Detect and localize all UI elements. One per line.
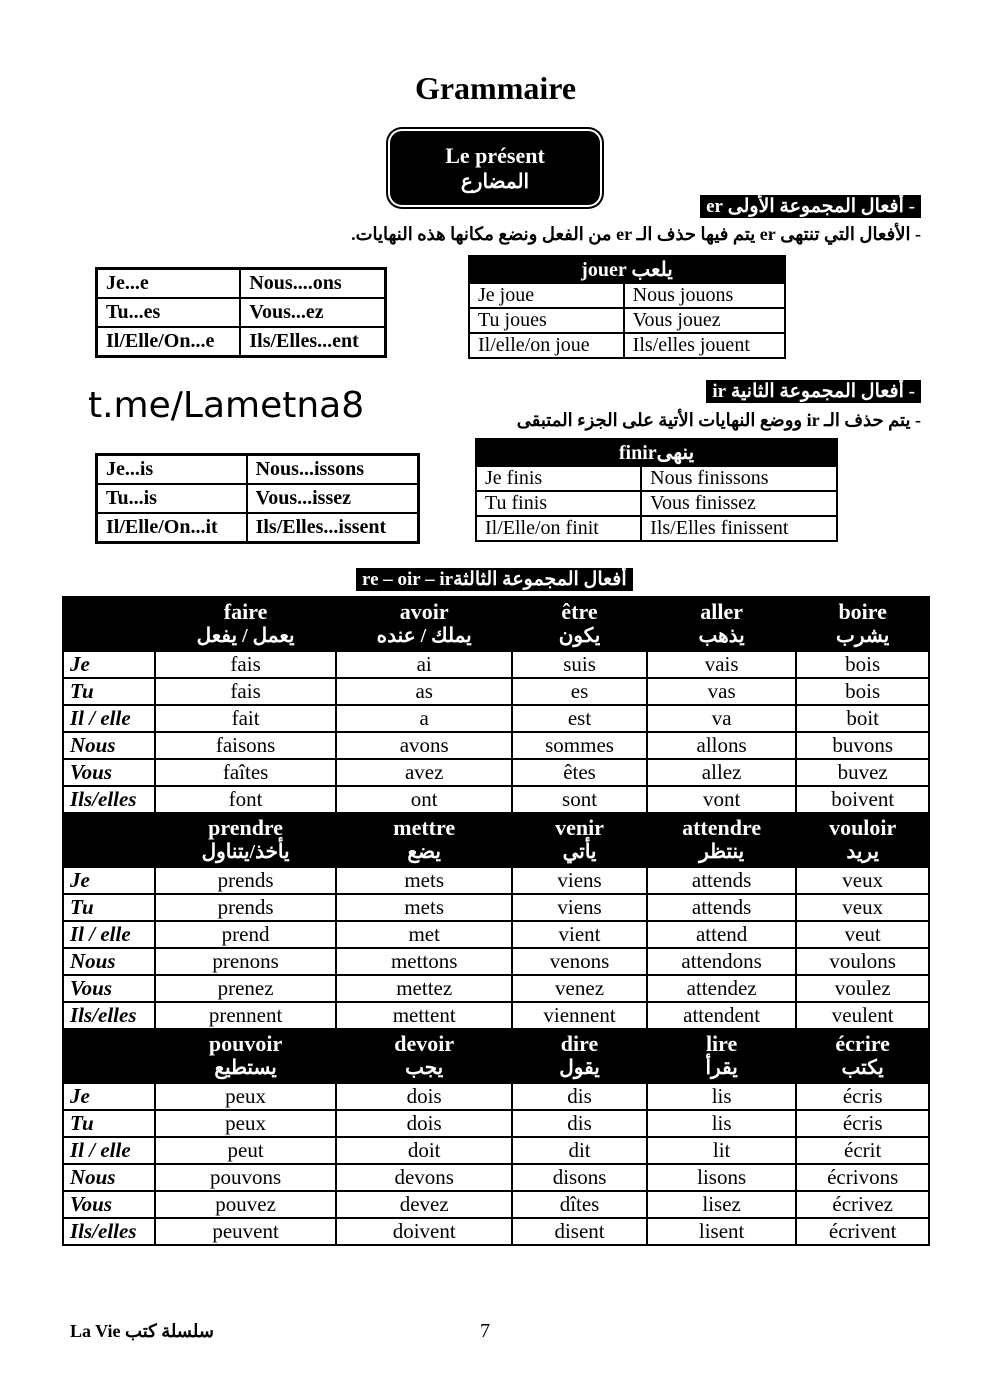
verb-arabic: يجب [405, 1057, 444, 1079]
verb-infinitive: avoir [399, 599, 449, 624]
ending-cell: Je...is [97, 455, 247, 484]
conjugation-cell: boivent [796, 786, 929, 813]
conjugation-cell: vont [647, 786, 797, 813]
page-number: 7 [480, 1320, 490, 1342]
table-row [97, 298, 385, 327]
table-row [97, 327, 385, 356]
table-row [469, 283, 785, 308]
conjugation-cell: voulons [796, 948, 929, 975]
verb-header [796, 813, 929, 867]
conjugation-cell: pouvons [155, 1164, 336, 1191]
conjugation-cell: vais [647, 651, 797, 678]
conjugation-cell: allons [647, 732, 797, 759]
pronoun-cell: Tu [63, 678, 155, 705]
conjugation-cell: vient [512, 921, 647, 948]
conjugation-cell: prenez [155, 975, 336, 1002]
verb-header [512, 813, 647, 867]
table-row [63, 1002, 929, 1029]
conjugation-cell: attend [647, 921, 797, 948]
table-row [97, 269, 385, 298]
conjugation-cell: devez [336, 1191, 512, 1218]
pronoun-cell: Nous [63, 1164, 155, 1191]
conjugation-cell: met [336, 921, 512, 948]
pronoun-cell: Ils/elles [63, 1218, 155, 1245]
table-row [63, 1218, 929, 1245]
group2-endings-table [96, 454, 419, 543]
verb-header-row [63, 1029, 929, 1083]
conjugation-cell: mettez [336, 975, 512, 1002]
ending-cell: Nous....ons [240, 269, 385, 298]
pronoun-cell: Tu [63, 894, 155, 921]
conjugation-cell: prends [155, 894, 336, 921]
conjugation-cell: faîtes [155, 759, 336, 786]
verb-header [512, 1029, 647, 1083]
conj-cell: Nous jouons [624, 283, 785, 308]
table-row [63, 786, 929, 813]
irregular-verbs-table [62, 596, 930, 1246]
conjugation-cell: voulez [796, 975, 929, 1002]
verb-arabic: يأخذ/يتناول [201, 841, 290, 863]
conjugation-cell: lit [647, 1137, 797, 1164]
conj-cell: Ils/Elles finissent [641, 516, 837, 541]
conj-cell: Il/elle/on joue [469, 333, 624, 358]
conjugation-cell: prennent [155, 1002, 336, 1029]
verb-infinitive: pouvoir [208, 1031, 283, 1056]
ending-cell: Il/Elle/On...e [97, 327, 240, 356]
conjugation-cell: dîtes [512, 1191, 647, 1218]
group1-endings-table [96, 268, 386, 357]
pronoun-cell: Tu [63, 1110, 155, 1137]
conjugation-cell: boit [796, 705, 929, 732]
conjugation-cell: dit [512, 1137, 647, 1164]
table-row [63, 705, 929, 732]
conjugation-cell: lisons [647, 1164, 797, 1191]
conjugation-cell: va [647, 705, 797, 732]
conjugation-cell: devons [336, 1164, 512, 1191]
finir-table [475, 438, 838, 542]
pronoun-cell: Vous [63, 1191, 155, 1218]
conjugation-cell: mets [336, 894, 512, 921]
conjugation-cell: avons [336, 732, 512, 759]
pronoun-cell: Ils/elles [63, 1002, 155, 1029]
verb-infinitive: venir [555, 815, 604, 840]
conjugation-cell: lis [647, 1110, 797, 1137]
ending-cell: Nous...issons [247, 455, 418, 484]
verb-infinitive: boire [838, 599, 887, 624]
conjugation-cell: bois [796, 678, 929, 705]
conjugation-cell: veulent [796, 1002, 929, 1029]
conjugation-cell: écris [796, 1083, 929, 1110]
conjugation-cell: attendent [647, 1002, 797, 1029]
conjugation-cell: avez [336, 759, 512, 786]
table-row [97, 455, 418, 484]
conjugation-cell: peux [155, 1110, 336, 1137]
table-row [63, 759, 929, 786]
ending-cell: Ils/Elles...ent [240, 327, 385, 356]
conjugation-cell: doit [336, 1137, 512, 1164]
table-row [63, 1164, 929, 1191]
conj-cell: Nous finissons [641, 466, 837, 491]
conj-cell: Je joue [469, 283, 624, 308]
verb-header [155, 1029, 336, 1083]
present-box-ar: المضارع [460, 171, 530, 193]
conjugation-cell: allez [647, 759, 797, 786]
pronoun-cell: Ils/elles [63, 786, 155, 813]
pronoun-cell: Il / elle [63, 921, 155, 948]
conjugation-cell: veut [796, 921, 929, 948]
conjugation-cell: disons [512, 1164, 647, 1191]
table-row [63, 894, 929, 921]
conjugation-cell: faisons [155, 732, 336, 759]
table-row [63, 867, 929, 894]
jouer-header: jouer يلعب [469, 256, 785, 283]
conjugation-cell: écrivons [796, 1164, 929, 1191]
conjugation-cell: lis [647, 1083, 797, 1110]
verb-header-row [63, 597, 929, 651]
conjugation-cell: buvez [796, 759, 929, 786]
conjugation-cell: attendons [647, 948, 797, 975]
ending-cell: Je...e [97, 269, 240, 298]
verb-arabic: يشرب [836, 625, 890, 647]
conjugation-cell: disent [512, 1218, 647, 1245]
table-row [63, 1110, 929, 1137]
conjugation-cell: font [155, 786, 336, 813]
jouer-table [468, 255, 786, 359]
corner-cell [63, 813, 155, 867]
ending-cell: Ils/Elles...issent [247, 513, 418, 542]
verb-header [647, 1029, 797, 1083]
conjugation-cell: dois [336, 1110, 512, 1137]
conjugation-cell: a [336, 705, 512, 732]
page-title: Grammaire [414, 70, 577, 106]
verb-infinitive: attendre [682, 815, 762, 840]
verb-arabic: ينتظر [699, 841, 745, 863]
corner-cell [63, 597, 155, 651]
conjugation-cell: mets [336, 867, 512, 894]
conjugation-cell: attends [647, 894, 797, 921]
table-row [63, 975, 929, 1002]
conjugation-cell: dis [512, 1110, 647, 1137]
conjugation-cell: bois [796, 651, 929, 678]
verb-arabic: يكتب [841, 1057, 884, 1079]
conjugation-cell: ont [336, 786, 512, 813]
pronoun-cell: Je [63, 651, 155, 678]
ending-cell: Il/Elle/On...it [97, 513, 247, 542]
conjugation-cell: suis [512, 651, 647, 678]
conj-cell: Ils/elles jouent [624, 333, 785, 358]
pronoun-cell: Il / elle [63, 1137, 155, 1164]
verb-infinitive: écrire [835, 1031, 890, 1056]
conjugation-cell: es [512, 678, 647, 705]
conjugation-cell: est [512, 705, 647, 732]
table-row [63, 1191, 929, 1218]
verb-infinitive: mettre [393, 815, 456, 840]
pronoun-cell: Vous [63, 975, 155, 1002]
table-row [476, 491, 837, 516]
verb-infinitive: dire [560, 1031, 599, 1056]
verb-arabic: يضع [407, 841, 441, 863]
conjugation-cell: fais [155, 651, 336, 678]
verb-infinitive: aller [700, 599, 743, 624]
verb-header [155, 597, 336, 651]
verb-header [336, 813, 512, 867]
conjugation-cell: veux [796, 894, 929, 921]
verb-header [336, 597, 512, 651]
pronoun-cell: Il / elle [63, 705, 155, 732]
verb-infinitive: faire [223, 599, 268, 624]
book-series-label: La Vie سلسلة كتب [70, 1321, 214, 1341]
pronoun-cell: Nous [63, 732, 155, 759]
telegram-link: t.me/Lametna8 [88, 385, 365, 426]
conjugation-cell: viennent [512, 1002, 647, 1029]
table-row [63, 732, 929, 759]
verb-header [155, 813, 336, 867]
ending-cell: Tu...is [97, 484, 247, 513]
group1-heading: - أفعال المجموعة الأولى er [700, 195, 921, 218]
table-row [469, 308, 785, 333]
group2-heading: - أفعال المجموعة الثانية ir [706, 380, 921, 403]
conjugation-cell: mettons [336, 948, 512, 975]
conjugation-cell: doivent [336, 1218, 512, 1245]
conjugation-cell: écrit [796, 1137, 929, 1164]
pronoun-cell: Je [63, 1083, 155, 1110]
conjugation-cell: écris [796, 1110, 929, 1137]
conjugation-cell: fait [155, 705, 336, 732]
conjugation-cell: pouvez [155, 1191, 336, 1218]
table-row [469, 333, 785, 358]
verb-arabic: يقول [559, 1057, 600, 1079]
conjugation-cell: as [336, 678, 512, 705]
conjugation-cell: êtes [512, 759, 647, 786]
verb-infinitive: vouloir [829, 815, 897, 840]
verb-arabic: يأتي [562, 841, 597, 863]
conjugation-cell: peux [155, 1083, 336, 1110]
ending-cell: Vous...ez [240, 298, 385, 327]
verb-infinitive: devoir [394, 1031, 455, 1056]
finir-header: finirينهى [476, 439, 837, 466]
conjugation-cell: dois [336, 1083, 512, 1110]
verb-header [336, 1029, 512, 1083]
corner-cell [63, 1029, 155, 1083]
conjugation-cell: attends [647, 867, 797, 894]
verb-infinitive: être [561, 599, 598, 624]
verb-header [796, 597, 929, 651]
conjugation-cell: prends [155, 867, 336, 894]
ending-cell: Vous...issez [247, 484, 418, 513]
group3-heading: re – oir – irأفعال المجموعة الثالثة [356, 568, 633, 591]
conjugation-cell: attendez [647, 975, 797, 1002]
verb-arabic: يذهب [698, 625, 745, 647]
verb-arabic: يقرأ [705, 1057, 738, 1079]
conjugation-cell: prend [155, 921, 336, 948]
conj-cell: Tu finis [476, 491, 641, 516]
verb-arabic: يستطيع [214, 1057, 277, 1079]
present-tense-box [390, 131, 600, 205]
pronoun-cell: Je [63, 867, 155, 894]
conjugation-cell: venez [512, 975, 647, 1002]
conjugation-cell: buvons [796, 732, 929, 759]
table-row [63, 678, 929, 705]
conj-cell: Je finis [476, 466, 641, 491]
table-row [63, 651, 929, 678]
conjugation-cell: prenons [155, 948, 336, 975]
table-row [476, 466, 837, 491]
table-row [63, 921, 929, 948]
conjugation-cell: fais [155, 678, 336, 705]
conjugation-cell: sont [512, 786, 647, 813]
conj-cell: Il/Elle/on finit [476, 516, 641, 541]
conjugation-cell: sommes [512, 732, 647, 759]
table-row [63, 1137, 929, 1164]
verb-header [512, 597, 647, 651]
verb-header [647, 597, 797, 651]
conj-cell: Vous finissez [641, 491, 837, 516]
conj-cell: Vous jouez [624, 308, 785, 333]
verb-header [796, 1029, 929, 1083]
conjugation-cell: viens [512, 867, 647, 894]
verb-arabic: يريد [846, 841, 880, 863]
conjugation-cell: dis [512, 1083, 647, 1110]
conjugation-cell: écrivez [796, 1191, 929, 1218]
conjugation-cell: lisent [647, 1218, 797, 1245]
conjugation-cell: vas [647, 678, 797, 705]
group2-instruction: - يتم حذف الـ ir ووضع النهايات الأتية على الجزء المتبقى [516, 410, 921, 430]
verb-arabic: يعمل / يفعل [196, 625, 295, 647]
group1-instruction: - الأفعال التي تنتهى er يتم فيها حذف الـ er من الفعل ونضع مكانها هذه النهايات. [351, 224, 921, 244]
verb-header [647, 813, 797, 867]
present-box-fr: Le présent [445, 143, 545, 168]
conjugation-cell: peut [155, 1137, 336, 1164]
table-row [97, 513, 418, 542]
verb-header-row [63, 813, 929, 867]
conjugation-cell: écrivent [796, 1218, 929, 1245]
conjugation-cell: lisez [647, 1191, 797, 1218]
verb-infinitive: prendre [208, 815, 284, 840]
verb-arabic: يملك / عنده [376, 625, 472, 647]
pronoun-cell: Nous [63, 948, 155, 975]
verb-arabic: يكون [558, 625, 601, 647]
conjugation-cell: veux [796, 867, 929, 894]
verb-infinitive: lire [705, 1031, 738, 1056]
table-row [476, 516, 837, 541]
conj-cell: Tu joues [469, 308, 624, 333]
conjugation-cell: peuvent [155, 1218, 336, 1245]
conjugation-cell: ai [336, 651, 512, 678]
table-row [97, 484, 418, 513]
table-row [63, 948, 929, 975]
table-row [63, 1083, 929, 1110]
conjugation-cell: viens [512, 894, 647, 921]
conjugation-cell: mettent [336, 1002, 512, 1029]
pronoun-cell: Vous [63, 759, 155, 786]
conjugation-cell: venons [512, 948, 647, 975]
ending-cell: Tu...es [97, 298, 240, 327]
